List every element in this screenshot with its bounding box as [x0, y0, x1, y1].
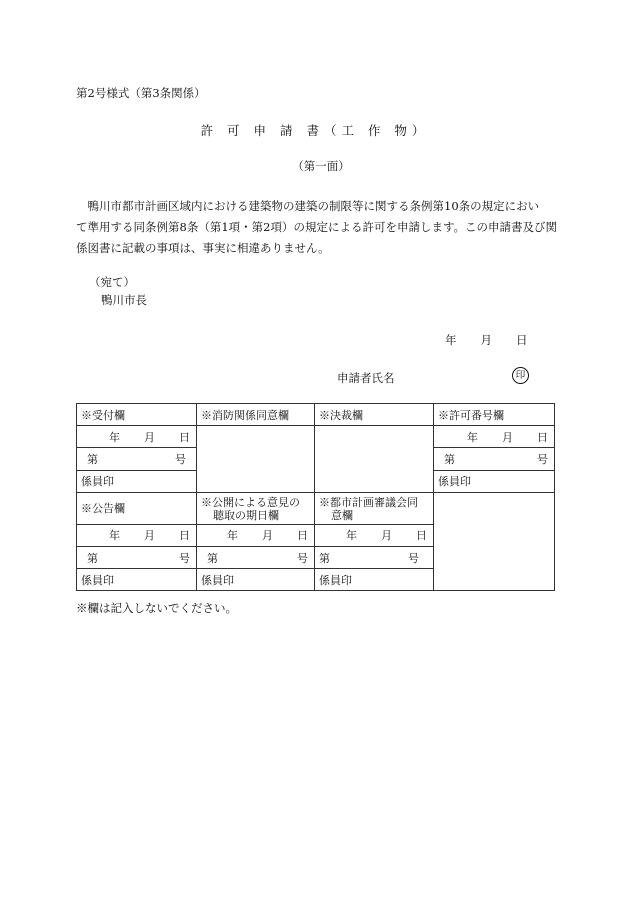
notice-date-cell [77, 524, 197, 546]
day-label: 日 [516, 333, 528, 347]
receipt-number-cell [77, 448, 197, 470]
addressee-label: （宛て） [89, 275, 135, 289]
go-label: 号 [408, 551, 419, 565]
decision-cell [315, 426, 434, 493]
month-label: 月 [144, 430, 155, 444]
month-label: 月 [381, 529, 392, 543]
day-label: 日 [297, 529, 308, 543]
notice-number-cell [77, 546, 197, 568]
fire-consent-cell [197, 426, 315, 493]
year-label: 年 [227, 529, 238, 543]
council-date-cell [315, 524, 434, 546]
dai-label: 第 [207, 551, 218, 565]
go-label: 号 [179, 551, 190, 565]
year-label: 年 [109, 430, 120, 444]
declaration-text [76, 196, 558, 259]
declaration-line: 係図書に記載の事項は、事実に相違ありません。 [76, 241, 330, 255]
notice-header: ※公告欄 [77, 492, 197, 524]
year-label: 年 [445, 333, 457, 347]
permit-number-header: ※許可番号欄 [434, 404, 555, 426]
opinion-staff-seal-cell: 係員印 [197, 569, 315, 591]
council-staff-seal-cell: 係員印 [315, 569, 434, 591]
application-date [445, 332, 528, 348]
council-consent-header [315, 492, 434, 524]
declaration-line: 鴨川市都市計画区域内における建築物の建築の制限等に関する条例第10条の規定におい [76, 199, 540, 213]
month-label: 月 [480, 333, 492, 347]
council-header-line: 意欄 [331, 508, 353, 522]
notice-staff-seal-cell: 係員印 [77, 569, 197, 591]
day-label: 日 [179, 529, 190, 543]
go-label: 号 [175, 452, 186, 466]
permit-staff-seal-cell: 係員印 [434, 470, 555, 492]
applicant-name-label: 申請者氏名 [337, 371, 395, 385]
decision-header: ※決裁欄 [315, 404, 434, 426]
dai-label: 第 [444, 452, 455, 466]
year-label: 年 [467, 430, 478, 444]
document-subtitle: （第一面） [292, 159, 350, 173]
opinion-header-line: ※公開による意見の [201, 495, 300, 509]
dai-label: 第 [319, 551, 330, 565]
dai-label: 第 [87, 551, 98, 565]
receipt-date-cell [77, 426, 197, 448]
empty-cell [434, 492, 555, 591]
opinion-hearing-header [197, 492, 315, 524]
day-label: 日 [537, 430, 548, 444]
opinion-header-line: 聴取の期日欄 [213, 508, 279, 522]
year-label: 年 [346, 529, 357, 543]
opinion-number-cell [197, 546, 315, 568]
office-use-table [76, 403, 555, 591]
year-label: 年 [109, 529, 120, 543]
day-label: 日 [416, 529, 427, 543]
day-label: 日 [179, 430, 190, 444]
fire-consent-header: ※消防関係同意欄 [197, 404, 315, 426]
dai-label: 第 [87, 452, 98, 466]
go-label: 号 [297, 551, 308, 565]
form-number-label: 第2号様式（第3条関係） [76, 86, 206, 100]
footnote: ※欄は記入しないでください。 [76, 601, 237, 615]
council-header-line: ※都市計画審議会同 [319, 495, 418, 509]
month-label: 月 [144, 529, 155, 543]
seal-mark-icon: 印 [512, 367, 529, 384]
go-label: 号 [537, 452, 548, 466]
permit-date-cell [434, 426, 555, 448]
opinion-date-cell [197, 524, 315, 546]
addressee-recipient: 鴨川市長 [101, 293, 147, 307]
declaration-line: て準用する同条例第8条（第1項・第2項）の規定による許可を申請します。この申請書及び関 [76, 220, 558, 234]
month-label: 月 [262, 529, 273, 543]
receipt-header: ※受付欄 [77, 404, 197, 426]
permit-number-cell [434, 448, 555, 470]
month-label: 月 [502, 430, 513, 444]
document-title: 許 可 申 請 書（工 作 物） [200, 123, 430, 138]
receipt-staff-seal-cell: 係員印 [77, 470, 197, 492]
council-number-cell [315, 546, 434, 568]
